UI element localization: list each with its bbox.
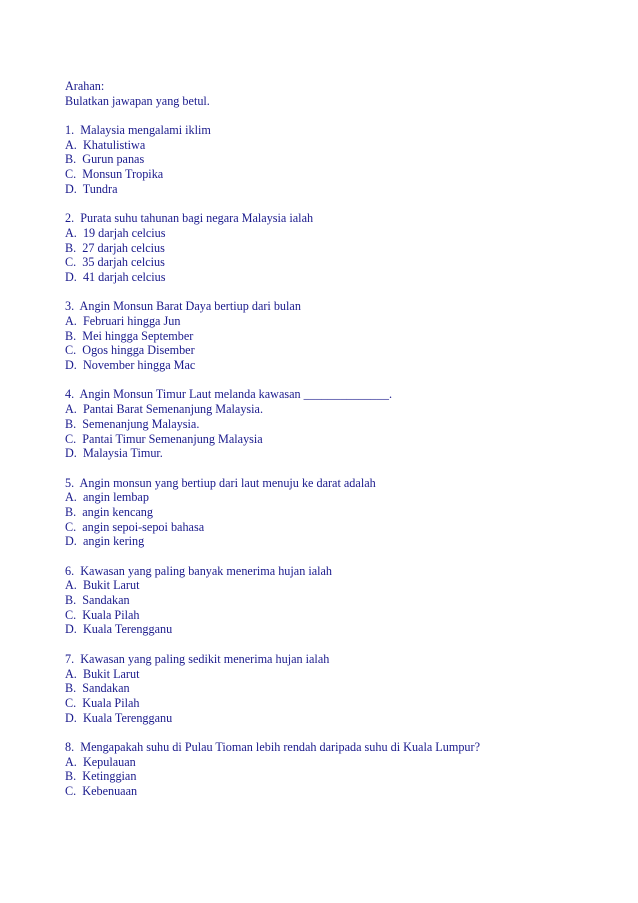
option-c: C. angin sepoi-sepoi bahasa — [65, 519, 205, 534]
question-8 — [65, 740, 605, 799]
option-b: B. Gurun panas — [65, 152, 145, 167]
option-a: A. Kepulauan — [65, 754, 136, 769]
spacer — [65, 549, 605, 564]
option-d: D. Tundra — [65, 181, 118, 196]
spacer — [65, 725, 605, 740]
instructions-text: Bulatkan jawapan yang betul. — [65, 93, 210, 108]
option-d: D. Kuala Terengganu — [65, 622, 173, 637]
question-6 — [65, 564, 605, 637]
question-1 — [65, 123, 605, 196]
question-2 — [65, 211, 605, 284]
instructions-heading: Arahan: — [65, 79, 105, 93]
spacer — [65, 197, 605, 212]
option-b: B. Sandakan — [65, 681, 130, 696]
question-text: 6. Kawasan yang paling banyak menerima hujan ialah — [65, 563, 333, 578]
instructions-block — [65, 79, 605, 108]
question-text: 2. Purata suhu tahunan bagi negara Malaysia ialah — [65, 211, 314, 226]
option-b: B. Semenanjung Malaysia. — [65, 416, 200, 431]
spacer — [65, 637, 605, 652]
option-c: C. Kebenuaan — [65, 784, 138, 798]
question-text: 3. Angin Monsun Barat Daya bertiup dari bulan — [65, 299, 301, 314]
question-4 — [65, 387, 605, 460]
option-d: D. Kuala Terengganu — [65, 710, 173, 725]
worksheet-content — [65, 79, 605, 799]
question-text: 4. Angin Monsun Timur Laut melanda kawasan ______________. — [65, 387, 393, 402]
option-d: D. angin kering — [65, 534, 145, 549]
option-d: D. Malaysia Timur. — [65, 446, 163, 461]
spacer — [65, 373, 605, 388]
option-c: C. Ogos hingga Disember — [65, 343, 195, 358]
option-c: C. Monsun Tropika — [65, 167, 164, 182]
spacer — [65, 461, 605, 476]
spacer — [65, 108, 605, 123]
spacer — [65, 285, 605, 300]
option-c: C. Kuala Pilah — [65, 607, 140, 622]
question-3 — [65, 299, 605, 372]
question-text: 8. Mengapakah suhu di Pulau Tioman lebih rendah daripada suhu di Kuala Lumpur? — [65, 739, 480, 754]
option-a: A. Khatulistiwa — [65, 137, 146, 152]
option-b: B. Sandakan — [65, 593, 130, 608]
option-a: A. Bukit Larut — [65, 666, 140, 681]
option-d: D. 41 darjah celcius — [65, 269, 166, 284]
option-a: A. Februari hingga Jun — [65, 314, 181, 328]
question-7 — [65, 652, 605, 725]
option-b: B. Ketinggian — [65, 769, 137, 784]
option-b: B. 27 darjah celcius — [65, 240, 165, 255]
option-a: A. angin lembap — [65, 490, 149, 505]
option-c: C. 35 darjah celcius — [65, 255, 165, 270]
option-b: B. angin kencang — [65, 504, 153, 519]
option-a: A. 19 darjah celcius — [65, 225, 166, 240]
option-c: C. Pantai Timur Semenanjung Malaysia — [65, 431, 263, 446]
option-a: A. Bukit Larut — [65, 578, 140, 593]
question-5 — [65, 476, 605, 549]
question-text: 5. Angin monsun yang bertiup dari laut menuju ke darat adalah — [65, 475, 376, 490]
question-text: 7. Kawasan yang paling sedikit menerima hujan ialah — [65, 651, 330, 666]
option-b: B. Mei hingga September — [65, 328, 194, 343]
option-c: C. Kuala Pilah — [65, 695, 140, 710]
question-text: 1. Malaysia mengalami iklim — [65, 123, 211, 138]
option-a: A. Pantai Barat Semenanjung Malaysia. — [65, 402, 263, 417]
option-d: D. November hingga Mac — [65, 358, 196, 373]
